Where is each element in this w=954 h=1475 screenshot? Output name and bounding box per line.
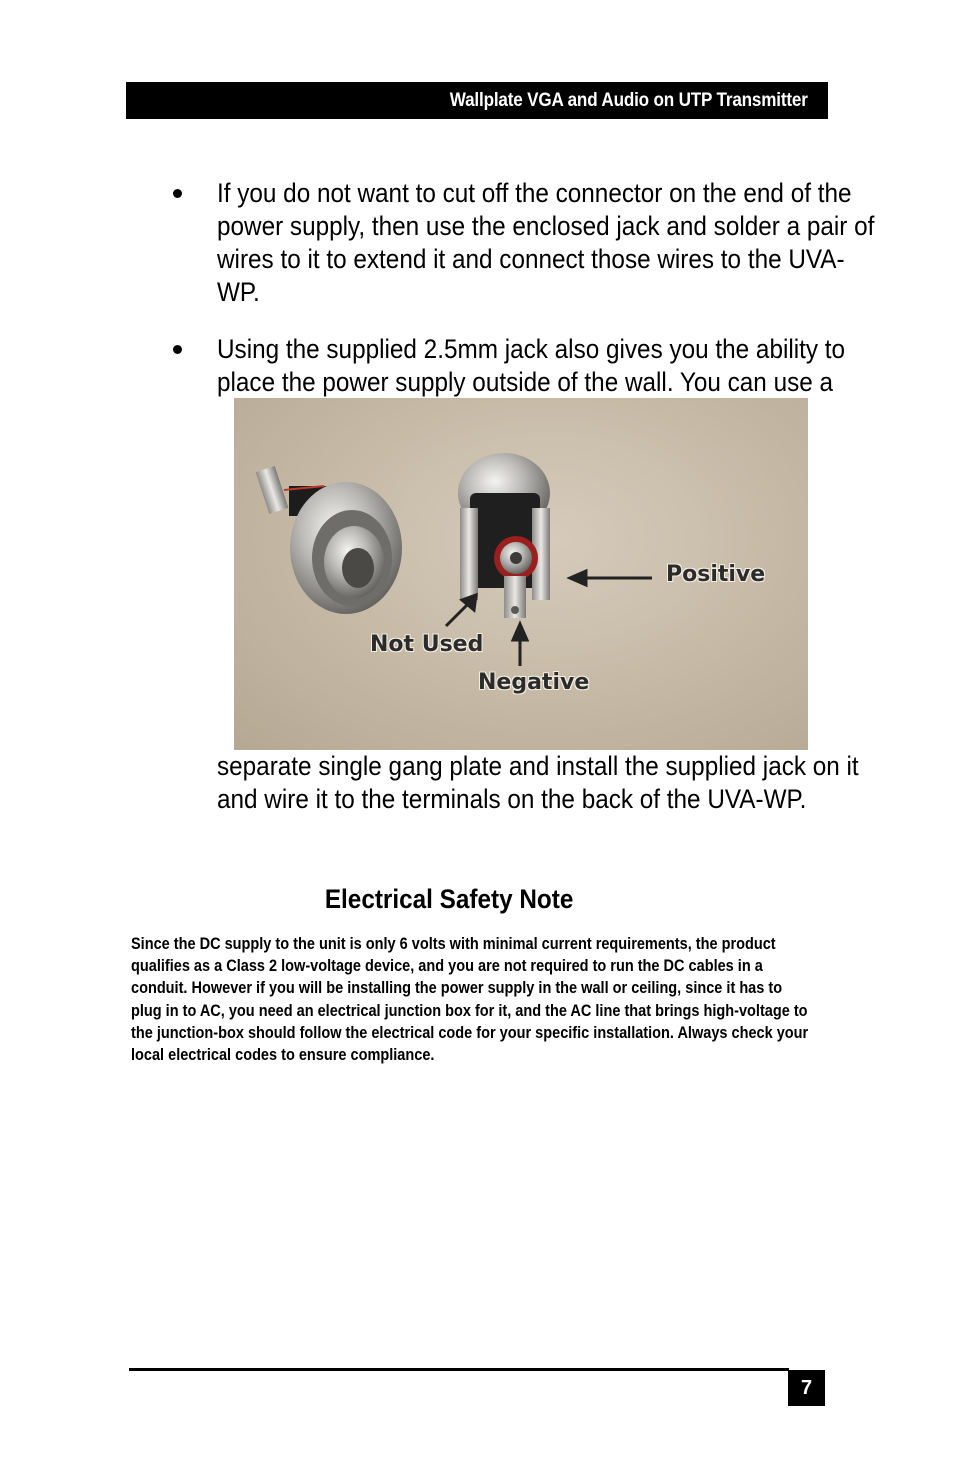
header-title: Wallplate VGA and Audio on UTP Transmitter	[450, 90, 808, 111]
text-line: plug in to AC, you need an electrical junction box for it, and the AC line that brings high-voltage to	[131, 1001, 808, 1020]
page-number: 7	[788, 1370, 825, 1406]
text-line: If you do not want to cut off the connector on the end of the	[217, 178, 852, 208]
bullet-icon	[173, 189, 182, 198]
safety-paragraph	[131, 933, 853, 1066]
bullet-continuation	[217, 750, 859, 816]
text-line: and wire it to the terminals on the back of the UVA-WP.	[217, 784, 807, 814]
text-line: place the power supply outside of the wall. You can use a	[217, 367, 834, 397]
dc-jack-photo	[234, 398, 808, 750]
text-line: power supply, then use the enclosed jack and solder a pair of	[217, 211, 875, 241]
bullet-icon	[173, 345, 182, 354]
text-line: Using the supplied 2.5mm jack also gives you the ability to	[217, 334, 846, 364]
section-heading: Electrical Safety Note	[324, 884, 574, 914]
text-line: qualifies as a Class 2 low-voltage device, and you are not required to run the DC cables in a	[131, 957, 763, 976]
text-line: WP.	[217, 277, 260, 307]
right-jack	[458, 453, 550, 618]
text-line: the junction-box should follow the electrical code for your specific installation. Always check your	[131, 1023, 809, 1042]
text-line: local electrical codes to ensure compliance.	[131, 1046, 435, 1065]
positive-label: Positive	[666, 562, 766, 587]
text-line: wires to it to extend it and connect those wires to the UVA-	[217, 244, 845, 274]
header-bar	[126, 82, 828, 119]
not-used-label: Not Used	[370, 632, 484, 657]
text-line: Since the DC supply to the unit is only 6 volts with minimal current requirements, the product	[131, 935, 776, 953]
bullet-text	[217, 177, 875, 309]
footer-rule	[129, 1368, 789, 1371]
text-line: conduit. However if you will be installing the power supply in the wall or ceiling, since it has to	[131, 979, 783, 998]
not-used-arrow	[446, 604, 468, 626]
positive-arrowhead	[570, 571, 586, 585]
bullet-text	[217, 333, 846, 399]
negative-arrowhead	[513, 624, 527, 640]
left-jack	[256, 466, 402, 614]
negative-label: Negative	[478, 670, 590, 695]
text-line: separate single gang plate and install the supplied jack on it	[217, 751, 859, 781]
